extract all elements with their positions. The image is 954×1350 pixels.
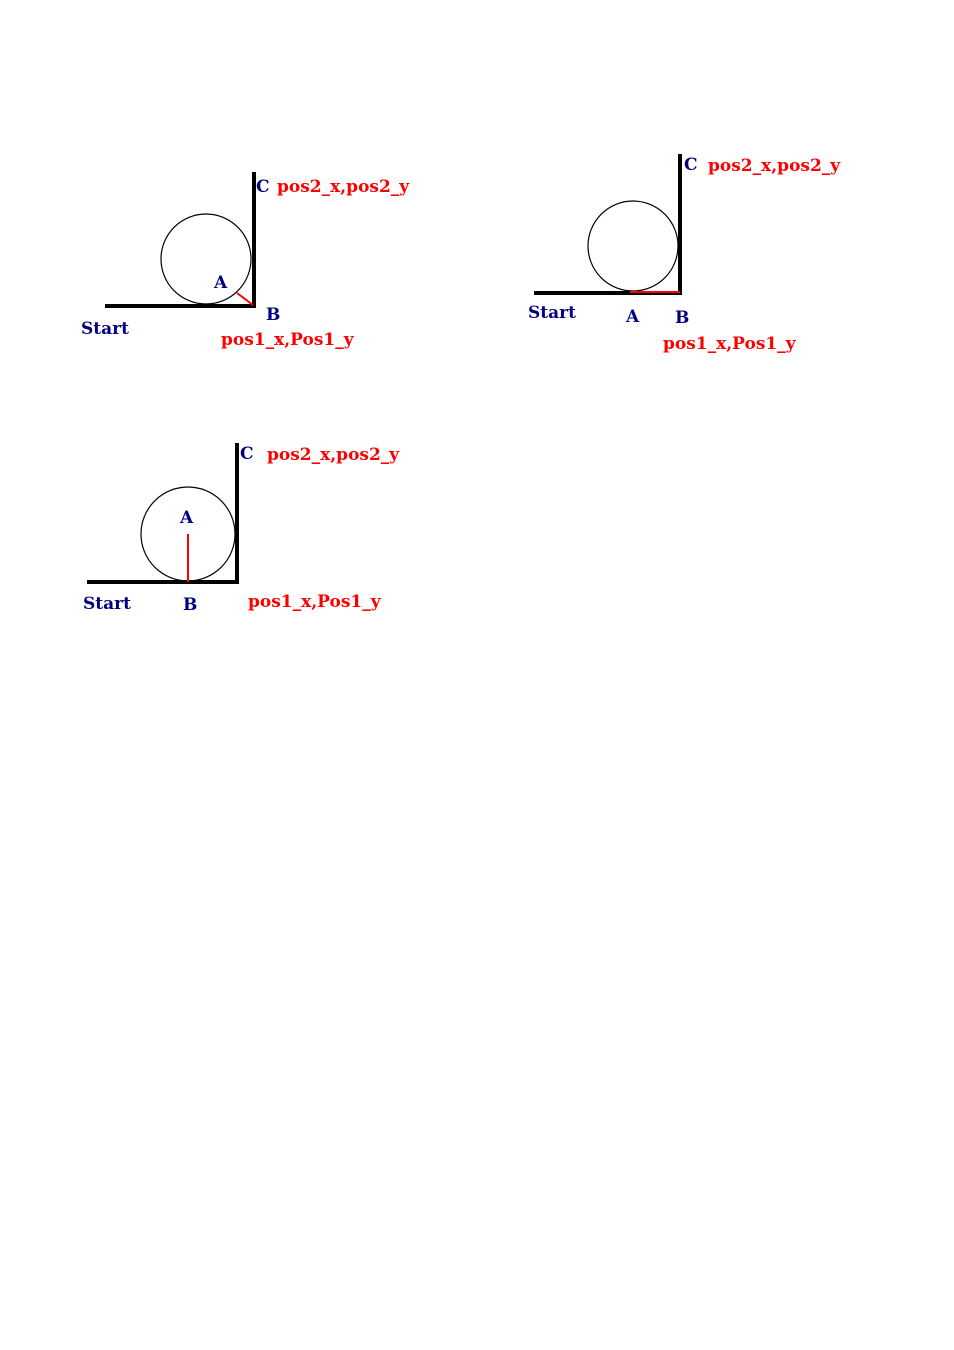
ball-circle (161, 214, 251, 304)
point-a-label: A (180, 508, 194, 528)
start-label: Start (81, 319, 129, 339)
pos1-label: pos1_x,Pos1_y (248, 592, 381, 612)
diagram-1 (81, 174, 410, 350)
pos2-label: pos2_x,pos2_y (277, 177, 410, 197)
point-b-label: B (183, 595, 198, 615)
point-b-label: B (675, 308, 690, 328)
start-label: Start (83, 594, 131, 614)
pos1-label: pos1_x,Pos1_y (221, 330, 354, 350)
point-c-label: C (240, 444, 254, 464)
point-c-label: C (256, 177, 270, 197)
start-label: Start (528, 303, 576, 323)
point-c-label: C (684, 155, 698, 175)
pos1-label: pos1_x,Pos1_y (663, 334, 796, 354)
diagram-3 (83, 444, 400, 615)
point-a-label: A (626, 307, 640, 327)
pos2-label: pos2_x,pos2_y (708, 156, 841, 176)
pos2-label: pos2_x,pos2_y (267, 445, 400, 465)
diagram-2 (528, 155, 841, 354)
point-a-label: A (214, 273, 228, 293)
distance-segment (237, 293, 253, 305)
ball-circle (588, 201, 678, 291)
point-b-label: B (266, 305, 281, 325)
